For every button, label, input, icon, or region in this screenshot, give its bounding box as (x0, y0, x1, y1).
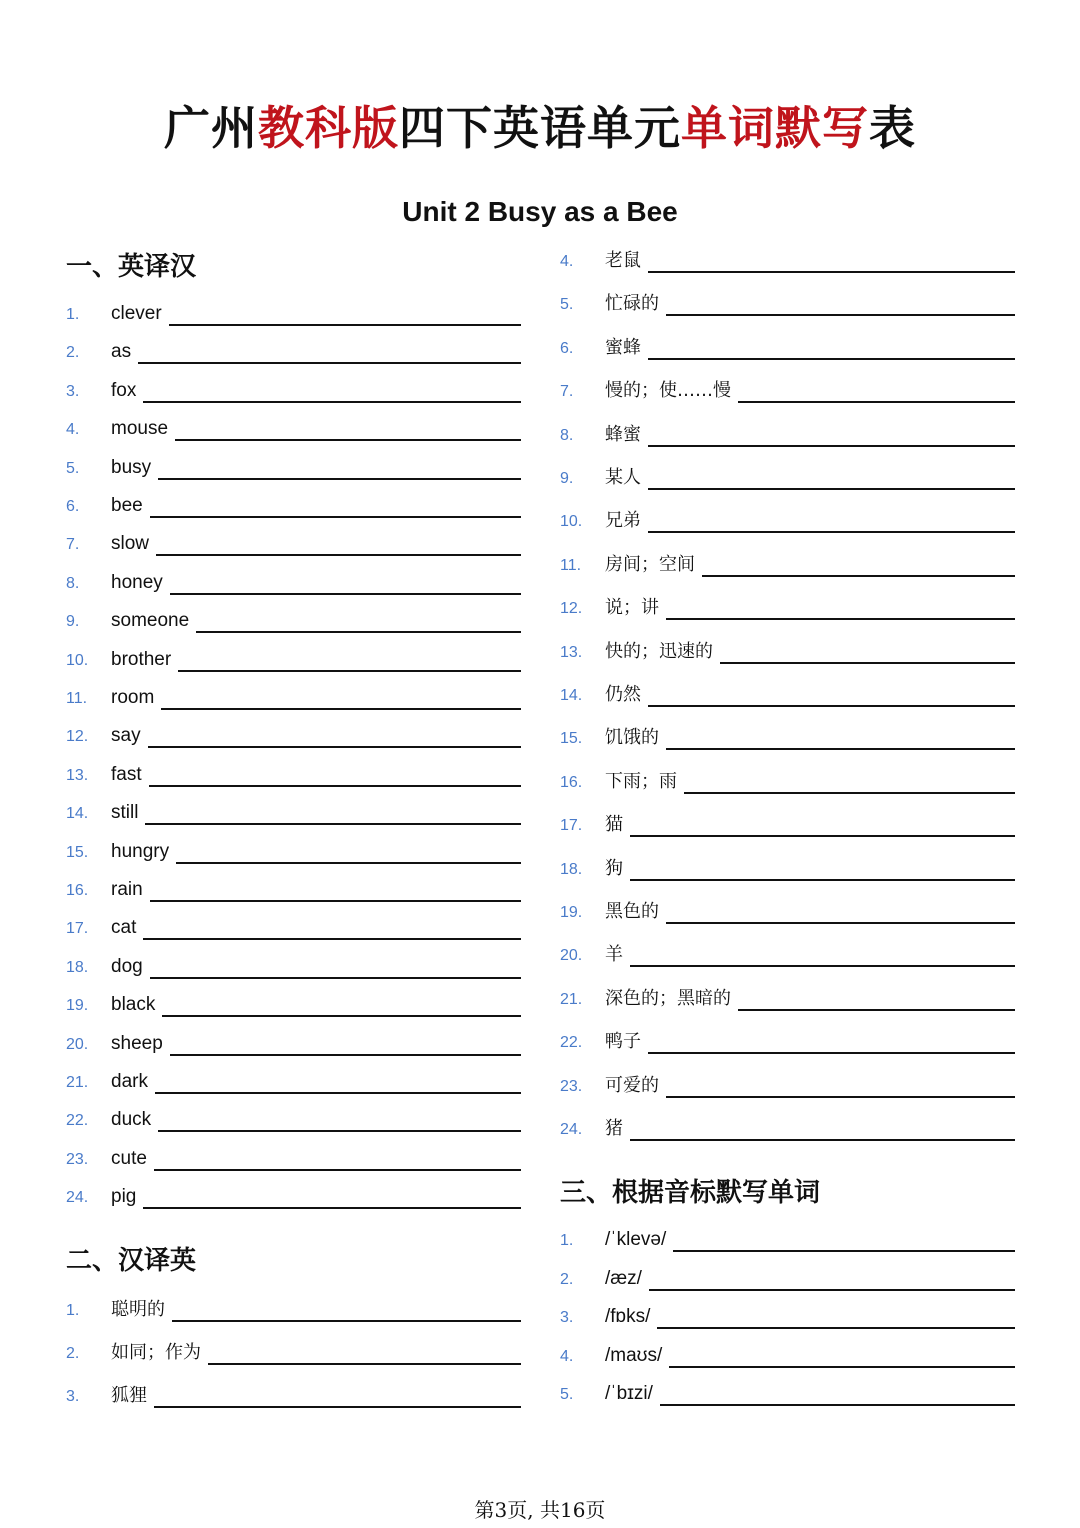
section2-item (560, 547, 1015, 577)
title-part-4: 单词默写 (681, 101, 869, 155)
section2-item (560, 460, 1015, 490)
item-prompt: 某人 (605, 467, 641, 488)
item-prompt: 羊 (605, 944, 623, 966)
item-number: 3. (66, 1388, 80, 1405)
item-number: 18. (560, 860, 583, 878)
item-prompt: black (111, 994, 156, 1016)
item-prompt: clever (111, 303, 162, 324)
item-number: 18. (66, 958, 89, 976)
section2-item (560, 243, 1015, 273)
item-prompt: honey (111, 571, 163, 593)
item-number: 14. (66, 805, 89, 823)
item-prompt: /fɒks/ (605, 1306, 651, 1327)
item-number: 2. (66, 1345, 80, 1362)
answer-blank[interactable] (154, 1147, 521, 1171)
page-title (0, 92, 1080, 158)
answer-blank[interactable] (148, 724, 521, 748)
item-number: 9. (560, 470, 574, 487)
section3-heading: 三、根据音标默写单词 (560, 1178, 821, 1208)
item-prompt: hungry (111, 840, 170, 862)
item-number: 1. (66, 306, 80, 323)
answer-blank[interactable] (150, 494, 521, 518)
section1-item (66, 834, 521, 864)
answer-blank[interactable] (630, 1117, 1015, 1141)
item-prompt: rain (111, 879, 143, 900)
section2-item (560, 1111, 1015, 1141)
item-number: 8. (560, 426, 574, 444)
section1-item (66, 680, 521, 710)
section2-item (560, 894, 1015, 924)
item-number: 5. (560, 1386, 574, 1403)
answer-blank[interactable] (666, 292, 1015, 316)
item-prompt: 可爱的 (605, 1074, 659, 1096)
item-number: 4. (560, 1347, 574, 1365)
section1-item (66, 411, 521, 441)
item-prompt: dog (111, 955, 143, 977)
answer-blank[interactable] (648, 336, 1015, 360)
answer-blank[interactable] (648, 683, 1015, 707)
answer-blank[interactable] (666, 1074, 1015, 1098)
section2-item (560, 937, 1015, 967)
item-prompt: /maʊs/ (605, 1344, 663, 1366)
item-number: 6. (66, 498, 80, 515)
section3-item (560, 1376, 1015, 1406)
answer-blank[interactable] (630, 943, 1015, 967)
section3-item (560, 1261, 1015, 1291)
section2-item (560, 634, 1015, 664)
section1-item (66, 603, 521, 633)
section1-item (66, 565, 521, 595)
answer-blank[interactable] (196, 609, 521, 633)
title-part-1: 广州 (164, 101, 258, 155)
answer-blank[interactable] (669, 1344, 1015, 1368)
answer-blank[interactable] (720, 640, 1015, 664)
item-prompt: still (111, 802, 139, 824)
answer-blank[interactable] (150, 878, 521, 902)
item-prompt: /ˈklevə/ (605, 1229, 667, 1250)
item-number: 10. (66, 651, 89, 669)
answer-blank[interactable] (143, 379, 521, 403)
section1-item (66, 718, 521, 748)
item-number: 12. (66, 728, 89, 746)
item-number: 11. (66, 690, 88, 707)
answer-blank[interactable] (143, 916, 521, 940)
section1-item (66, 1179, 521, 1209)
item-prompt: bee (111, 495, 143, 516)
item-number: 1. (560, 1232, 574, 1249)
item-number: 2. (66, 344, 80, 362)
item-prompt: as (111, 341, 132, 363)
answer-blank[interactable] (648, 249, 1015, 273)
item-number: 21. (560, 990, 583, 1008)
answer-blank[interactable] (154, 1384, 521, 1408)
item-prompt: someone (111, 610, 190, 632)
answer-blank[interactable] (170, 1032, 521, 1056)
section1-item (66, 373, 521, 403)
answer-blank[interactable] (649, 1267, 1015, 1291)
answer-blank[interactable] (178, 648, 521, 672)
answer-blank[interactable] (666, 900, 1015, 924)
item-number: 5. (66, 459, 80, 477)
item-number: 6. (560, 339, 574, 357)
section3-item (560, 1338, 1015, 1368)
section2-item (560, 981, 1015, 1011)
section1-item (66, 949, 521, 979)
item-prompt: 蜜蜂 (605, 336, 641, 358)
item-prompt: fox (111, 379, 137, 401)
answer-blank[interactable] (143, 1185, 521, 1209)
section2-item (560, 851, 1015, 881)
item-number: 17. (560, 817, 583, 835)
section2-item (66, 1292, 521, 1322)
answer-blank[interactable] (648, 466, 1015, 490)
item-prompt: cat (111, 917, 137, 939)
answer-blank[interactable] (158, 1108, 521, 1132)
item-number: 13. (560, 643, 583, 661)
item-prompt: dark (111, 1071, 148, 1092)
section2-item (560, 1024, 1015, 1054)
section1-item (66, 910, 521, 940)
answer-blank[interactable] (176, 840, 521, 864)
item-number: 4. (66, 421, 80, 439)
item-number: 21. (66, 1074, 89, 1091)
answer-blank[interactable] (169, 302, 521, 326)
item-prompt: brother (111, 648, 172, 670)
answer-blank[interactable] (158, 456, 521, 480)
title-part-2: 教科版 (258, 101, 399, 155)
answer-blank[interactable] (657, 1305, 1015, 1329)
section1-item (66, 642, 521, 672)
item-prompt: 聪明的 (111, 1299, 165, 1320)
item-prompt: 仍然 (605, 684, 641, 705)
answer-blank[interactable] (666, 726, 1015, 750)
section2-item (66, 1335, 521, 1365)
item-prompt: 猫 (605, 814, 623, 836)
item-number: 24. (560, 1121, 583, 1138)
item-number: 16. (66, 882, 89, 899)
section2-item (560, 330, 1015, 360)
item-number: 3. (66, 382, 80, 400)
item-number: 20. (66, 1035, 89, 1053)
section2-item (560, 677, 1015, 707)
section2-heading: 二、汉译英 (66, 1246, 197, 1276)
item-number: 3. (560, 1309, 574, 1326)
item-number: 7. (560, 383, 574, 401)
item-number: 8. (66, 574, 80, 592)
item-prompt: say (111, 725, 141, 747)
answer-blank[interactable] (738, 987, 1015, 1011)
item-number: 11. (560, 556, 582, 574)
answer-blank[interactable] (630, 857, 1015, 881)
section2-item (560, 764, 1015, 794)
item-number: 22. (560, 1034, 583, 1052)
item-prompt: 说；讲 (605, 597, 659, 619)
item-number: 2. (560, 1270, 574, 1288)
item-number: 1. (66, 1302, 80, 1319)
answer-blank[interactable] (648, 509, 1015, 533)
section2-item (560, 1068, 1015, 1098)
section1-item (66, 757, 521, 787)
answer-blank[interactable] (161, 686, 521, 710)
answer-blank[interactable] (648, 1030, 1015, 1054)
answer-blank[interactable] (666, 596, 1015, 620)
section2-item (560, 373, 1015, 403)
item-prompt: /ˈbɪzi/ (605, 1383, 653, 1404)
item-number: 15. (560, 730, 583, 748)
page-footer: 第3页, 共16页 (474, 1498, 606, 1522)
answer-blank[interactable] (738, 379, 1015, 403)
section1-heading: 一、英译汉 (66, 252, 197, 282)
item-prompt: 鸭子 (605, 1031, 641, 1053)
item-number: 7. (66, 536, 80, 554)
item-prompt: duck (111, 1109, 152, 1131)
item-prompt: 黑色的 (605, 901, 659, 922)
item-number: 14. (560, 687, 583, 704)
item-prompt: 忙碌的 (605, 293, 659, 315)
answer-blank[interactable] (208, 1341, 521, 1365)
section1-item (66, 872, 521, 902)
section1-item (66, 1102, 521, 1132)
item-prompt: cute (111, 1147, 147, 1169)
answer-blank[interactable] (150, 955, 521, 979)
item-number: 19. (560, 904, 583, 921)
section2-item (560, 286, 1015, 316)
item-prompt: 慢的；使……慢 (605, 380, 731, 402)
item-prompt: 下雨；雨 (605, 770, 677, 792)
item-number: 4. (560, 253, 574, 270)
item-number: 9. (66, 613, 80, 631)
answer-blank[interactable] (648, 423, 1015, 447)
section1-item (66, 334, 521, 364)
item-number: 22. (66, 1112, 89, 1130)
section2-item (560, 720, 1015, 750)
item-number: 24. (66, 1189, 89, 1207)
section1-item (66, 1064, 521, 1094)
item-number: 23. (66, 1150, 89, 1168)
title-part-5: 表 (869, 101, 916, 155)
answer-blank[interactable] (138, 340, 521, 364)
item-prompt: 狐狸 (111, 1385, 147, 1406)
item-prompt: sheep (111, 1032, 163, 1054)
item-prompt: /æz/ (605, 1267, 642, 1289)
item-prompt: slow (111, 533, 150, 555)
item-number: 15. (66, 843, 89, 861)
section1-item (66, 1141, 521, 1171)
answer-blank[interactable] (175, 417, 521, 441)
section2-item (560, 503, 1015, 533)
item-number: 20. (560, 947, 583, 965)
item-prompt: busy (111, 456, 152, 478)
item-prompt: 深色的；黑暗的 (605, 987, 731, 1009)
item-number: 16. (560, 773, 583, 791)
item-prompt: 如同；作为 (111, 1342, 201, 1363)
item-prompt: room (111, 687, 155, 708)
answer-blank[interactable] (673, 1228, 1015, 1252)
section2-item (560, 590, 1015, 620)
section1-item (66, 526, 521, 556)
answer-blank[interactable] (145, 801, 521, 825)
item-number: 23. (560, 1077, 583, 1095)
section1-item (66, 488, 521, 518)
section3-item (560, 1222, 1015, 1252)
section1-item (66, 1026, 521, 1056)
item-prompt: 饥饿的 (605, 727, 659, 749)
item-prompt: fast (111, 763, 142, 785)
answer-blank[interactable] (170, 571, 521, 595)
item-number: 19. (66, 997, 89, 1015)
answer-blank[interactable] (630, 813, 1015, 837)
item-prompt: pig (111, 1186, 137, 1208)
item-prompt: 老鼠 (605, 250, 641, 271)
answer-blank[interactable] (702, 553, 1015, 577)
item-number: 10. (560, 513, 583, 531)
unit-title: Unit 2 Busy as a Bee (402, 196, 678, 227)
item-prompt: 猪 (605, 1118, 623, 1139)
item-prompt: 狗 (605, 857, 623, 879)
item-number: 17. (66, 920, 89, 938)
section1-item (66, 296, 521, 326)
answer-blank[interactable] (660, 1382, 1015, 1406)
item-prompt: 快的；迅速的 (605, 640, 713, 662)
section1-item (66, 795, 521, 825)
title-part-3: 四下英语单元 (399, 101, 681, 155)
answer-blank[interactable] (155, 1070, 521, 1094)
section1-item (66, 450, 521, 480)
item-prompt: mouse (111, 418, 169, 440)
answer-blank[interactable] (149, 763, 521, 787)
answer-blank[interactable] (162, 993, 521, 1017)
answer-blank[interactable] (156, 532, 521, 556)
answer-blank[interactable] (684, 770, 1015, 794)
item-prompt: 蜂蜜 (605, 423, 641, 445)
section1-item (66, 987, 521, 1017)
section2-item (560, 417, 1015, 447)
section2-item (66, 1378, 521, 1408)
item-prompt: 房间；空间 (605, 553, 695, 575)
item-number: 13. (66, 766, 89, 784)
item-number: 5. (560, 296, 574, 314)
item-number: 12. (560, 600, 583, 618)
answer-blank[interactable] (172, 1298, 521, 1322)
section2-item (560, 807, 1015, 837)
section3-item (560, 1299, 1015, 1329)
item-prompt: 兄弟 (605, 510, 641, 532)
